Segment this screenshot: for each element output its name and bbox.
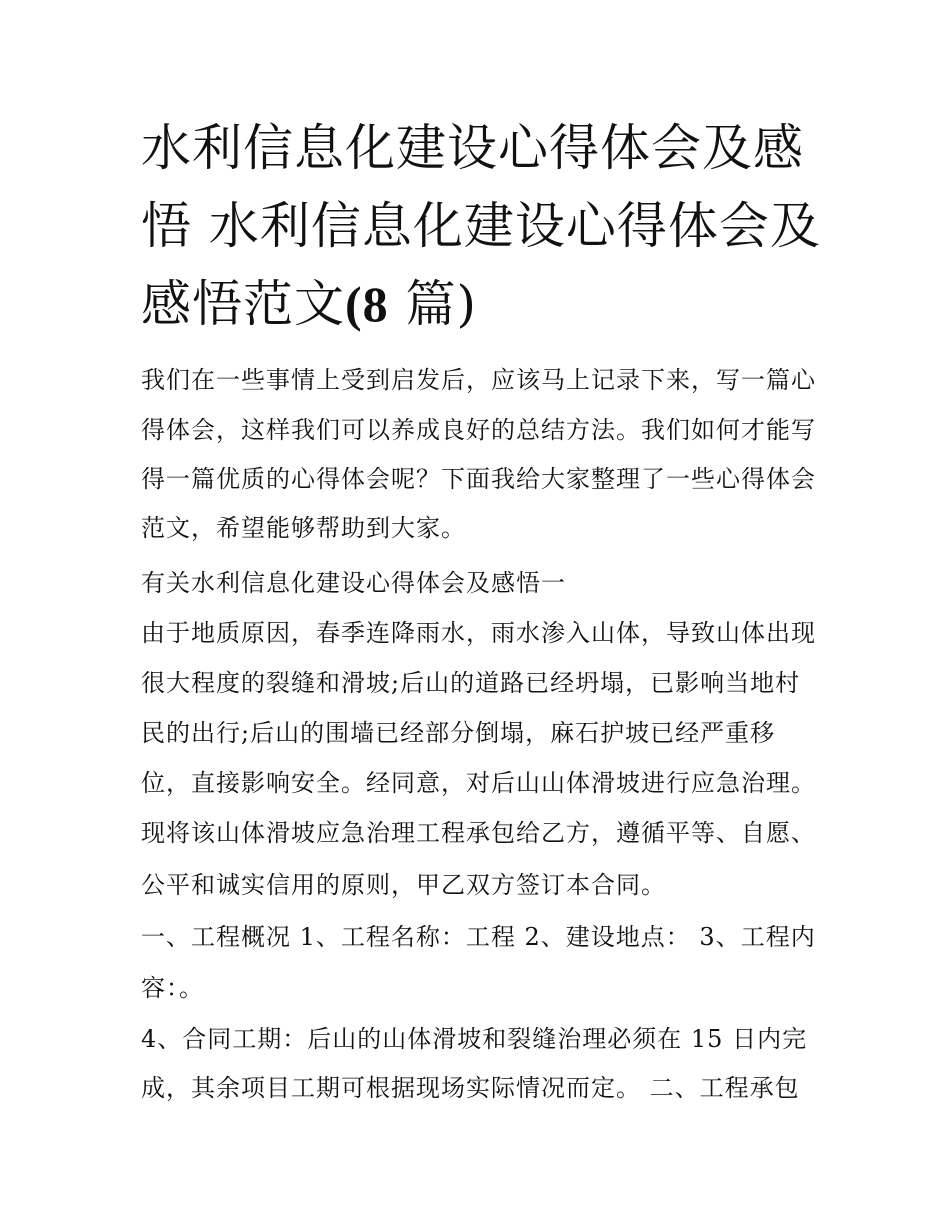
document-title-line-3: 感悟范文(8 篇)	[141, 275, 478, 333]
body-line-11: 公平和诚实信用的原则，甲乙双方签订本合同。	[141, 871, 666, 899]
body-line-6: 由于地质原因，春季连降雨水，雨水渗入山体，导致山体出现	[141, 619, 816, 647]
body-line-15: 成，其余项目工期可根据现场实际情况而定。 二、工程承包	[141, 1074, 800, 1102]
body-line-1: 我们在一些事情上受到启发后，应该马上记录下来，写一篇心	[141, 366, 816, 394]
body-line-4: 范文，希望能够帮助到大家。	[141, 514, 466, 542]
body-line-10: 现将该山体滑坡应急治理工程承包给乙方，遵循平等、自愿、	[141, 819, 816, 847]
body-line-13: 容：。	[141, 974, 204, 1002]
title-number: (8	[345, 276, 389, 332]
document-title-line-2: 悟 水利信息化建设心得体会及	[141, 197, 821, 255]
body-line-3: 得一篇优质的心得体会呢？下面我给大家整理了一些心得体会	[141, 465, 816, 493]
body-line-2: 得体会，这样我们可以养成良好的总结方法。我们如何才能写	[141, 416, 816, 444]
body-line-12: 一、工程概况 1、工程名称：工程 2、建设地点： 3、工程内	[141, 923, 816, 951]
section-heading: 有关水利信息化建设心得体会及感悟一	[141, 569, 566, 597]
body-line-8: 民的出行;后山的围墙已经部分倒塌，麻石护坡已经严重移	[141, 719, 776, 747]
body-line-14: 4、合同工期：后山的山体滑坡和裂缝治理必须在 15 日内完	[141, 1025, 808, 1053]
document-title-line-1: 水利信息化建设心得体会及感	[141, 119, 804, 177]
body-line-9: 位，直接影响安全。经同意，对后山山体滑坡进行应急治理。	[141, 769, 816, 797]
body-line-7: 很大程度的裂缝和滑坡;后山的道路已经坍塌，已影响当地村	[141, 669, 801, 697]
